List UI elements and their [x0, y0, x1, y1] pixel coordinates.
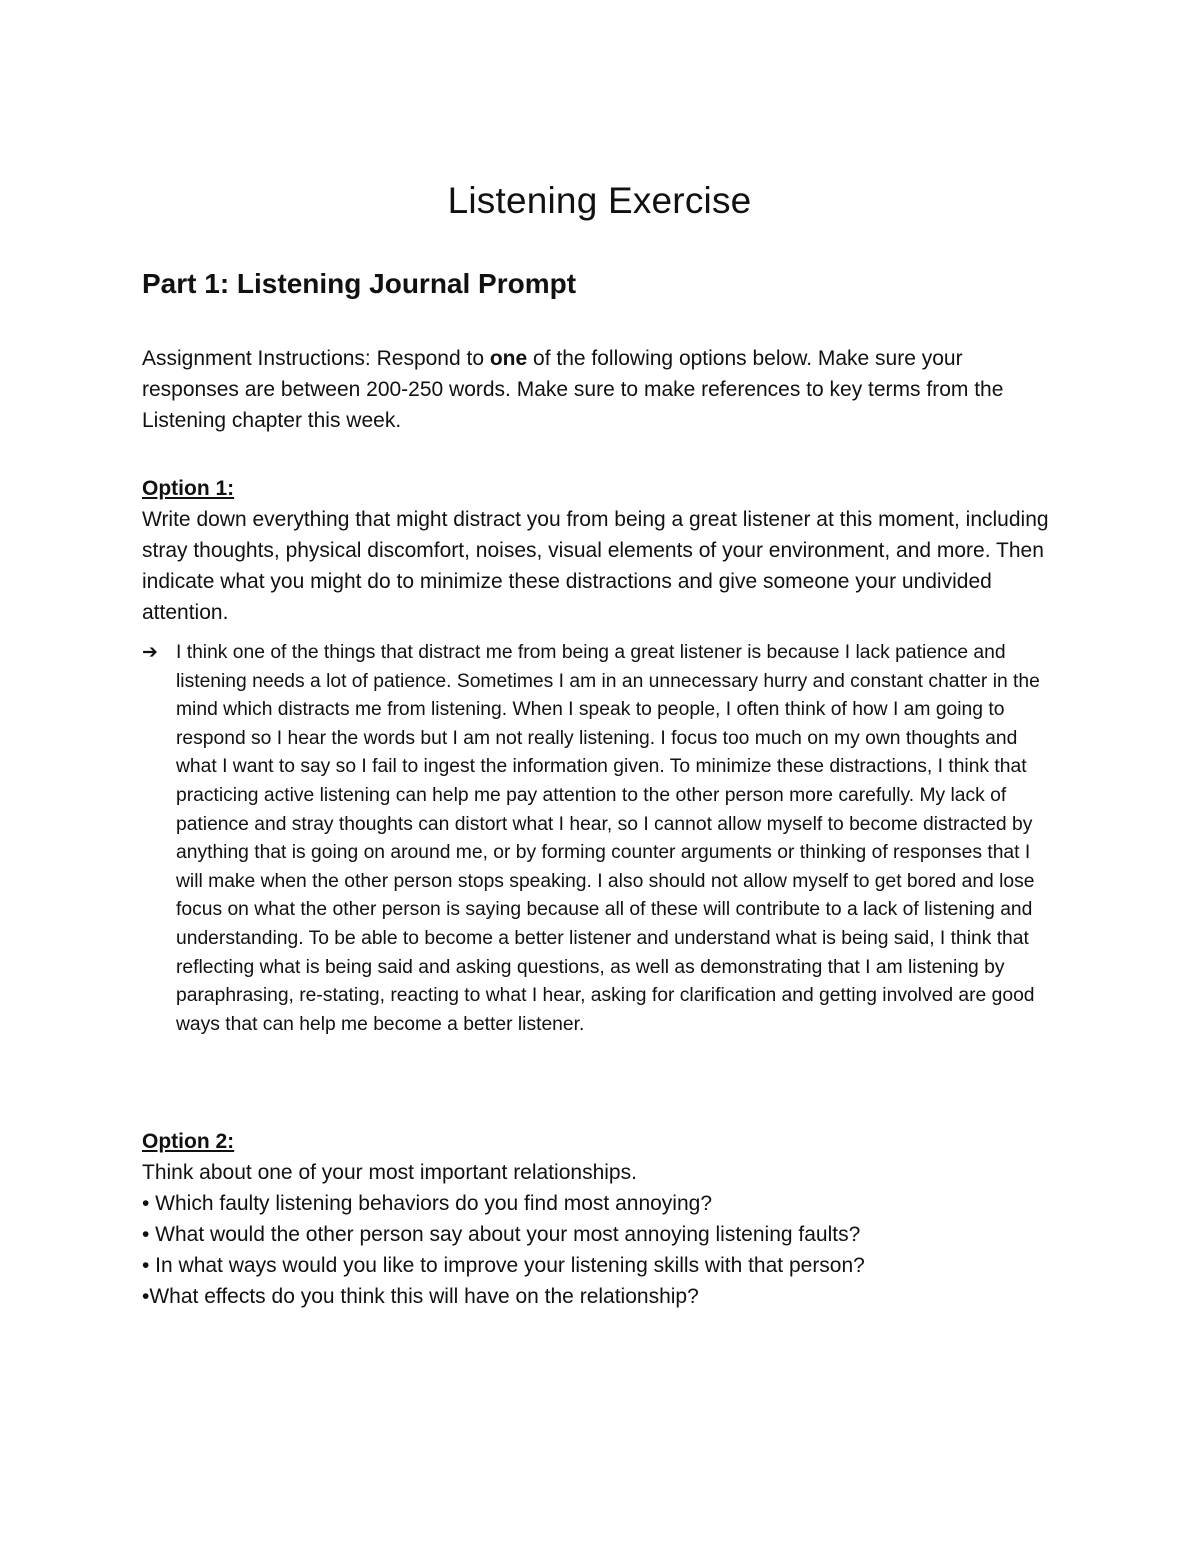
arrow-bullet-icon: ➔ — [142, 642, 158, 663]
instructions-emphasis: one — [489, 347, 528, 370]
option-2-bullet-list — [142, 1188, 1062, 1312]
instructions-prefix: Assignment Instructions: Respond to — [142, 347, 490, 370]
option-1-prompt: Write down everything that might distract you from being a great listener at this moment, including stray thoughts, physical discomfort, noises, visual elements of your environment, and more. Then indicate what you might do to minimize these distractions and give someone your undivided attention. — [142, 508, 1049, 624]
option-1-answer — [142, 639, 1062, 1039]
part-heading: Part 1: Listening Journal Prompt — [142, 268, 577, 299]
list-item: • Which faulty listening behaviors do you find most annoying? — [142, 1192, 713, 1215]
answer-text: I think one of the things that distract me from being a great listener is because I lack patience and listening needs a lot of patience. Sometimes I am in an unnecessary hurry and constant chatter in the mind which distracts me from listening. When I speak to people, I often think of how I am going to respond so I hear the words but I am not really listening. I focus too much on my own thoughts and what I want to say so I fail to ingest the information given. To minimize these distractions, I think that practicing active listening can help me pay attention to the other person more carefully. My lack of patience and stray thoughts can distort what I hear, so I cannot allow myself to become distracted by anything that is going on around me, or by forming counter arguments or thinking of responses that I will make when the other person stops speaking. I also should not allow myself to get bored and lose focus on what the other person is saying because all of these will contribute to a lack of listening and understanding. To be able to become a better listener and understand what is being said, I think that reflecting what is being said and asking questions, as well as demonstrating that I am listening by paraphrasing, re-stating, reacting to what I hear, asking for clarification and getting involved are good ways that can help me become a better listener. — [176, 642, 1040, 1035]
list-item: • What would the other person say about your most annoying listening faults? — [142, 1223, 861, 1246]
assignment-instructions — [142, 343, 1062, 436]
option-1-label: Option 1: — [142, 477, 235, 500]
option-1-section — [142, 473, 1062, 1039]
option-2-prompt: Think about one of your most important relationships. — [142, 1161, 637, 1184]
list-item: •What effects do you think this will have on the relationship? — [142, 1285, 699, 1308]
list-item: • In what ways would you like to improve your listening skills with that person? — [142, 1254, 865, 1277]
instructions-suffix: of the following options below. Make sure your responses are between 200-250 words. Make sure to make references to key terms from the Listening chapter this week. — [142, 347, 1004, 432]
document-title: Listening Exercise — [447, 180, 752, 221]
option-2-section — [142, 1126, 1062, 1312]
option-2-label: Option 2: — [142, 1130, 235, 1153]
